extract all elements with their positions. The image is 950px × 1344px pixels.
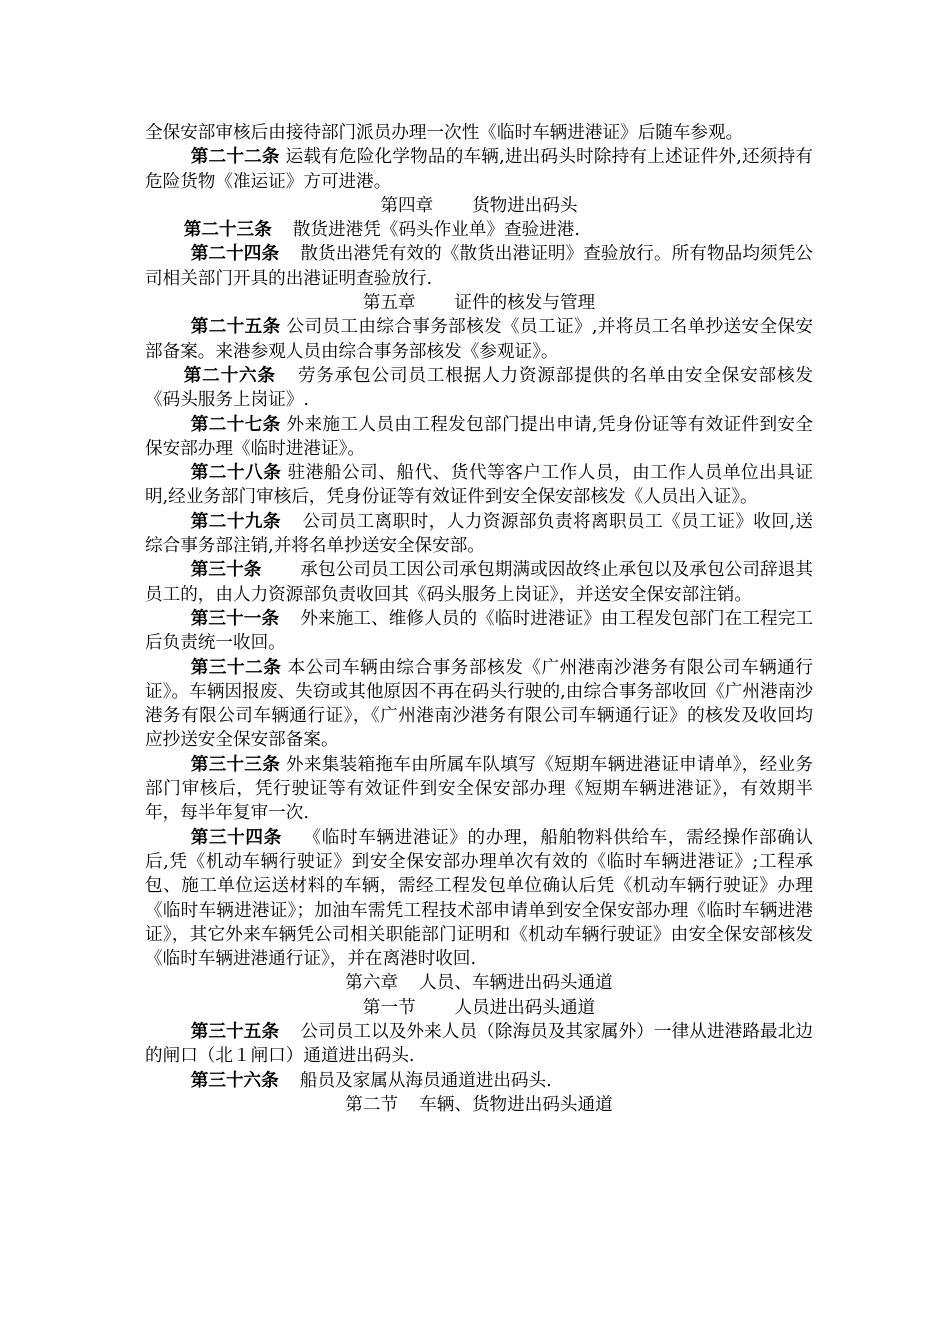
article-label: 第二十九条	[190, 510, 281, 532]
article-22	[145, 145, 813, 194]
document-page	[145, 121, 813, 1117]
article-27	[145, 413, 813, 462]
article-text: 承包公司员工因公司承包期满或因故终止承包以及承包公司辞退其员工的，由人力资源部负责收回其《码头服务上岗证》，并送安全保安部注销。	[145, 560, 813, 605]
article-label: 第二十八条	[190, 462, 282, 484]
article-text: 本公司车辆由综合事务部核发《广州港南沙港务有限公司车辆通行证》。车辆因报废、失窃或其他原因不再在码头行驶的,由综合事务部收回《广州港南沙港务有限公司车辆通行证》，《广州港南沙港务有限公司车辆通行证》的核发及收回均应抄送安全保安部备案。	[145, 657, 813, 751]
article-text: 外来施工人员由工程发包部门提出申请,凭身份证等有效证件到安全保安部办理《临时进港证》。	[145, 414, 813, 459]
article-28	[145, 461, 813, 510]
chapter-6-heading: 第六章 人员、车辆进出码头通道	[345, 973, 613, 994]
article-24	[145, 242, 813, 291]
article-label: 第三十四条	[190, 826, 282, 848]
section-1-heading: 第一节 人员进出码头通道	[362, 997, 596, 1018]
article-text: 外来集装箱拖车由所属车队填写《短期车辆进港证申请单》，经业务部门审核后，凭行驶证等有效证件到安全保安部办理《短期车辆进港证》，有效期半年，每半年复审一次.	[145, 754, 813, 824]
article-text: 公司员工由综合事务部核发《员工证》,并将员工名单抄送安全保安部备案。来港参观人员由综合事务部核发《参观证》。	[145, 317, 813, 362]
article-29	[145, 510, 813, 559]
chapter-5-heading: 第五章 证件的核发与管理	[362, 293, 596, 314]
article-label: 第三十二条	[190, 656, 282, 678]
article-label: 第三十五条	[190, 1020, 280, 1042]
article-label: 第二十三条	[183, 219, 272, 241]
article-text: 船员及家属从海员通道进出码头.	[299, 1070, 552, 1091]
article-36	[145, 1069, 813, 1093]
article-23	[145, 218, 813, 242]
article-label: 第三十条	[190, 559, 262, 581]
article-text: 劳务承包公司员工根据人力资源部提供的名单由安全保安部核发《码头服务上岗证》.	[145, 365, 813, 411]
article-text: 驻港船公司、船代、货代等客户工作人员，由工作人员单位出具证明,经业务部门审核后，凭身份证等有效证件到安全保安部核发《人员出入证》。	[145, 463, 813, 508]
article-text: 外来施工、维修人员的《临时进港证》由工程发包部门在工程完工后负责统一收回。	[145, 608, 813, 654]
article-label: 第二十四条	[190, 243, 280, 265]
article-32	[145, 656, 813, 753]
article-30	[145, 558, 813, 607]
article-label: 第二十二条	[190, 146, 280, 168]
article-text: 《临时车辆进港证》的办理，船舶物料供给车，需经操作部确认后,凭《机动车辆行驶证》到安全保安部办理单次有效的《临时车辆进港证》;工程承包、施工单位运送材料的车辆，需经工程发包单位确认后凭《机动车辆行驶证》办理《临时车辆进港证》；加油车需凭工程技术部申请单到安全保安部办理《临时车辆进港证》，其它外来车辆凭公司相关职能部门证明和《机动车辆行驶证》由安全保安部核发《临时车辆进港通行证》，并在离港时收回.	[145, 827, 813, 970]
article-label: 第三十一条	[190, 607, 280, 629]
article-label: 第二十六条	[183, 364, 276, 386]
article-label: 第二十七条	[190, 413, 281, 435]
article-text: 运载有危险化学物品的车辆,进出码头时除持有上述证件外,还须持有危险货物《准运证》方可进港。	[145, 147, 813, 192]
chapter-4-heading: 第四章 货物进出码头	[380, 195, 578, 216]
intro-line: 全保安部审核后由接待部门派员办理一次性《临时车辆进港证》后随车参观。	[145, 123, 744, 143]
article-25	[145, 315, 813, 364]
article-34	[145, 826, 813, 972]
article-35	[145, 1020, 813, 1069]
article-text: 散货出港凭有效的《散货出港证明》查验放行。所有物品均须凭公司相关部门开具的出港证明查验放行.	[145, 244, 813, 289]
article-text: 公司员工以及外来人员（除海员及其家属外）一律从进港路最北边的闸口（北１闸口）通道进出码头.	[145, 1021, 813, 1067]
article-label: 第二十五条	[190, 316, 281, 338]
article-label: 第三十三条	[190, 753, 281, 775]
article-text: 散货进港凭《码头作业单》查验进港.	[292, 220, 580, 241]
article-33	[145, 753, 813, 826]
article-31	[145, 607, 813, 656]
section-2-heading: 第二节 车辆、货物进出码头通道	[345, 1094, 613, 1115]
article-label: 第三十六条	[190, 1069, 279, 1091]
article-26	[145, 364, 813, 413]
article-text: 公司员工离职时，人力资源部负责将离职员工《员工证》收回,送综合事务部注销,并将名单抄送安全保安部。	[145, 511, 813, 557]
